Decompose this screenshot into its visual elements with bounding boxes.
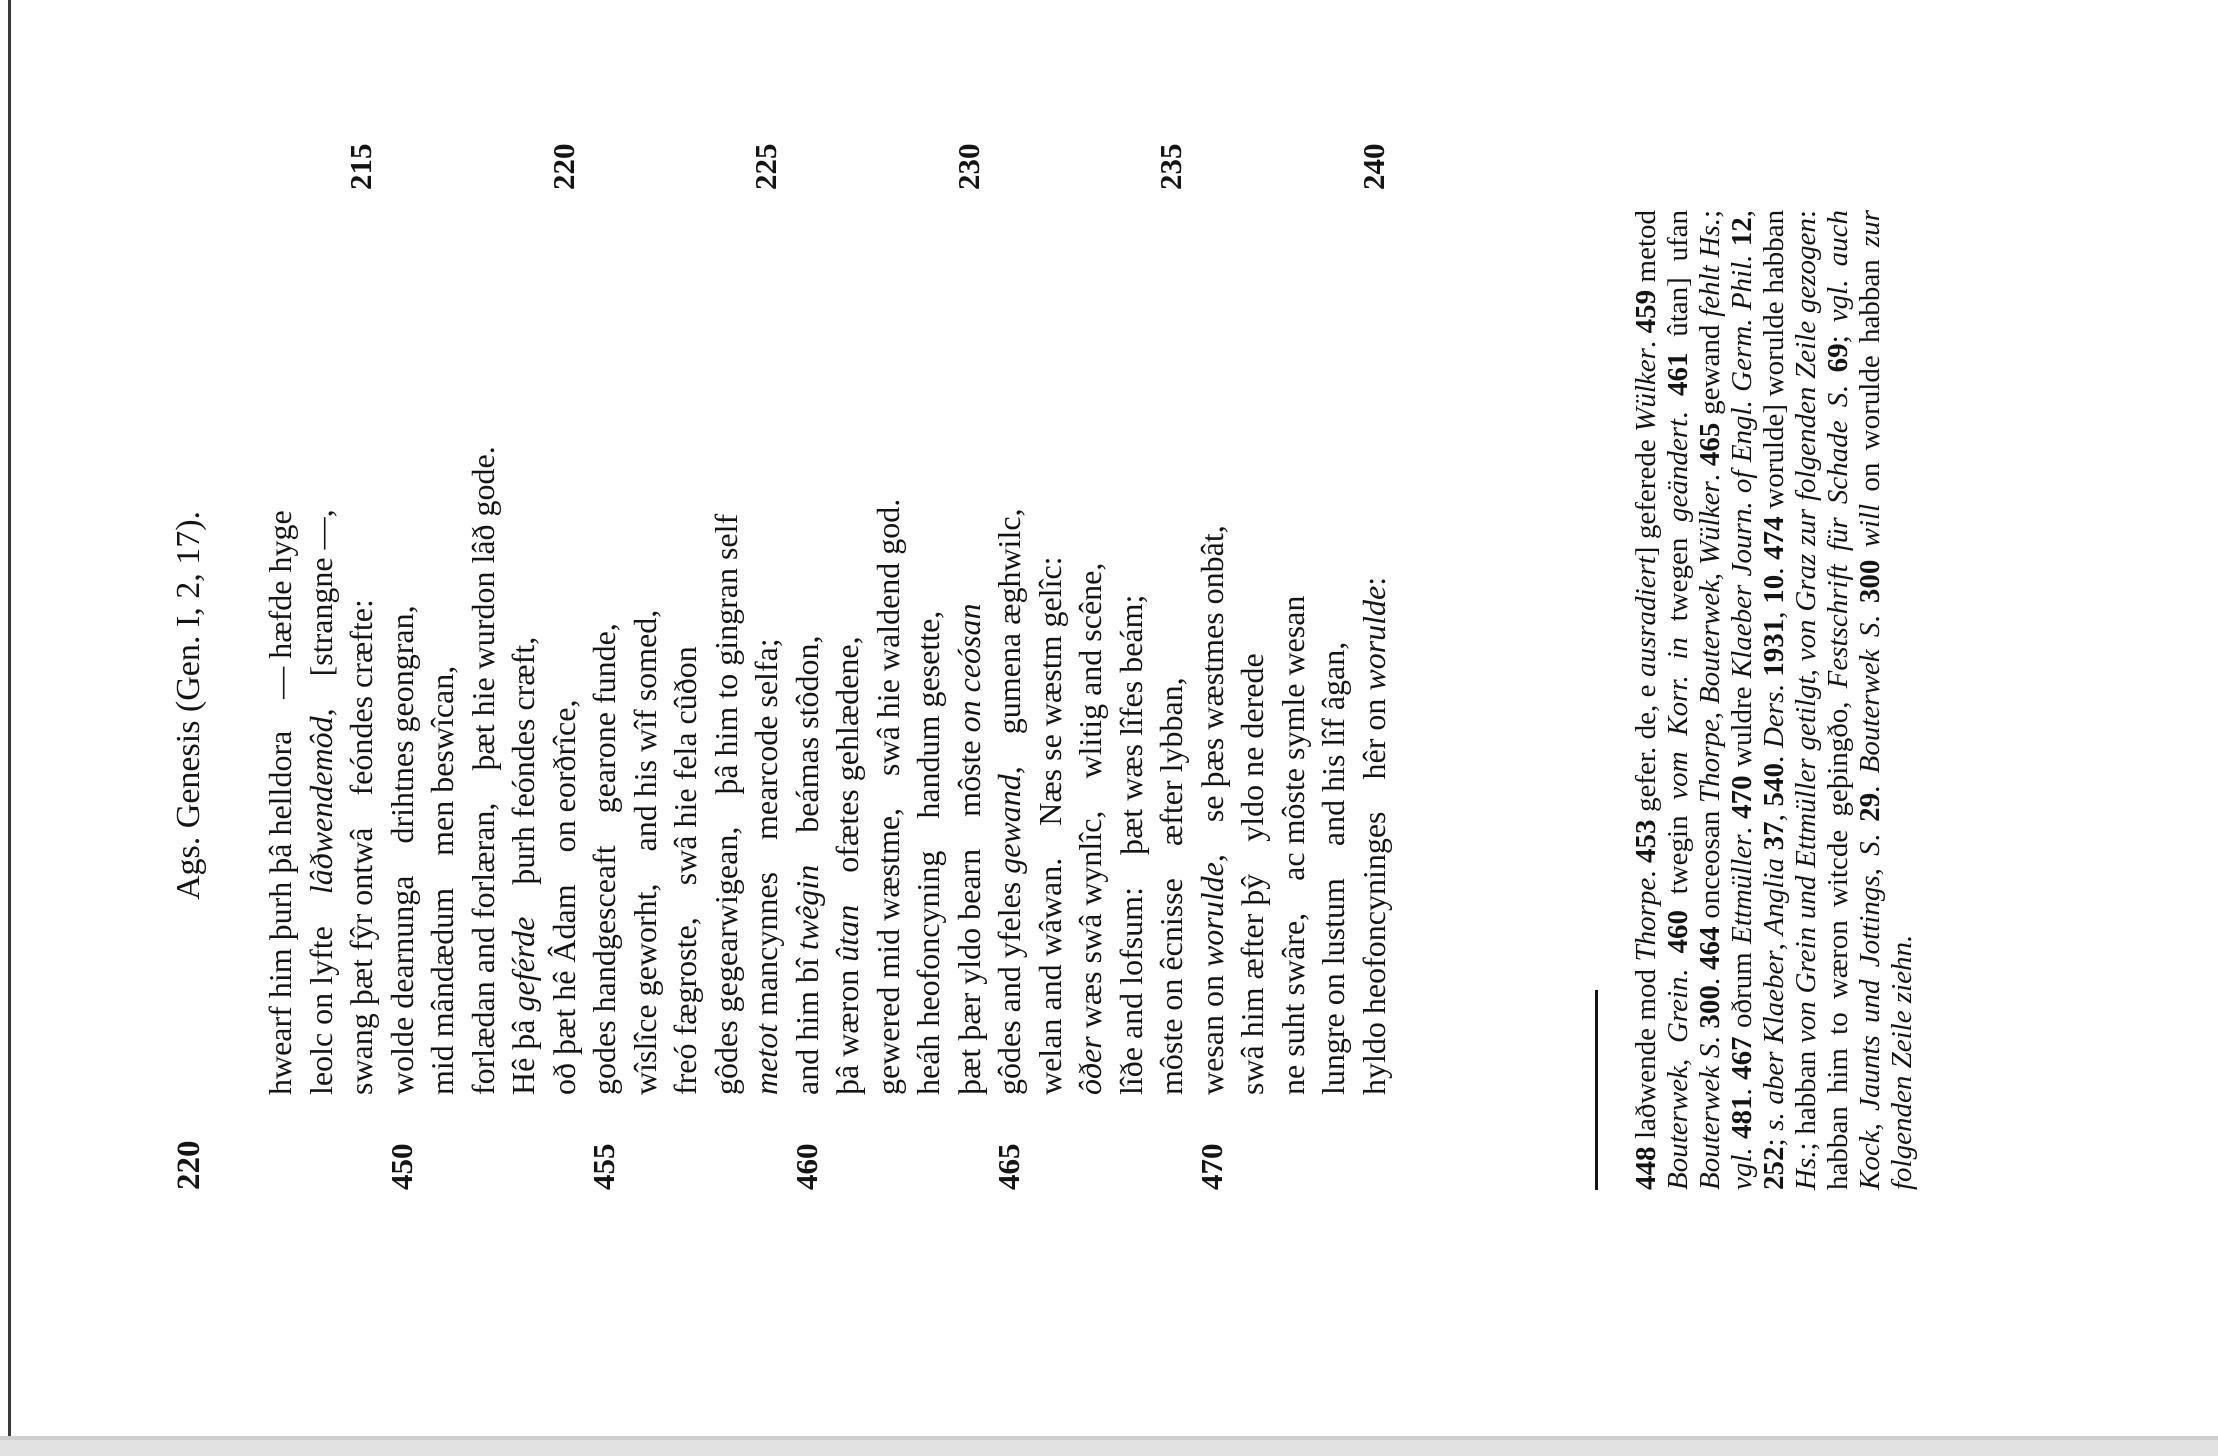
verse-text: hwearf him þurh þâ helldora — hæfde hyge [262,510,298,1095]
page-edge-left [8,0,11,1456]
verse-line [1030,160,1071,1190]
verse-text: môste on êcnisse æfter lybban, [1153,677,1189,1095]
scan-margin [0,1440,2218,1456]
line-number-left: 460 [788,1143,824,1190]
footnotes [1630,210,1918,1190]
verse-text: gôdes and yfeles gewand, gumena æghwilc, [991,508,1027,1095]
rotated-book-page [170,143,2010,1190]
verse-text: þâ wæron ûtan ofætes gehlædene, [829,636,865,1095]
verse-line [544,143,585,1190]
verse-block [260,143,1394,1190]
verse-text: lîðe and lofsum: þæt wæs lîfes beám; [1112,594,1149,1095]
line-number-left: 470 [1193,1143,1229,1190]
verse-line [1354,143,1395,1190]
verse-text: gôdes gegearwigean, þâ him to gingran self [707,513,744,1095]
verse-text: Hê þâ geférde þurh feóndes cræft, [505,636,541,1095]
verse-line [908,160,949,1190]
verse-line [706,160,747,1190]
verse-line [463,160,504,1190]
verse-line [787,160,828,1190]
verse-text: wolde dearnunga drihtnes geongran, [383,605,420,1095]
verse-text: wîslîce geworht, and his wîf somed, [626,609,663,1095]
verse-line [301,160,342,1190]
line-number-right: 215 [343,143,378,190]
verse-line [1273,160,1314,1190]
verse-line [625,160,666,1190]
verse-line [422,160,463,1190]
footnote-text: 448 laðwende mod Thorpe. 453 gefer. de, e ausradiert] geferede Wülker. 459 metod Bouterwek, Grein. 460 twegin vom Korr. in twegen geändert. 461 ûtan] ufan Bouterwek S. 300. 464 onceosan Thorpe, Bouterwek, Wülker. 465 gewand fehlt Hs.; vgl. 481. 467 oðrum Ettmüller. 470 wuldre Klaeber Journ. of Engl. Germ. Phil. 12, 252; s. aber Klaeber, Anglia 37, 540. Ders. 1931, 10. 474 worulde] worulde habban Hs.; habban von Grein und Ettmüller getilgt, von Graz zur folgenden Zeile gezogen: habban him to wæron witcde geþingðo, Festschrift für Schade S. 69; vgl. auch Kock, Jaunts und Jottings, S. 29. Bouterwek S. 300 will on worulde habban zur folgenden Zeile ziehn. [1630,209,1918,1190]
verse-text: swang þæt fŷr ontwâ feóndes cræfte: [343,599,379,1095]
verse-text: forlædan and forlæran, þæt hie wurdon lâð gode. [464,446,501,1095]
footnote-rule [1595,990,1598,1190]
verse-text: metot mancynnes mearcode selfa; [748,638,784,1095]
verse-line [1313,160,1354,1190]
verse-line [260,160,301,1190]
verse-line [382,160,423,1190]
verse-line [746,143,787,1190]
line-number-right: 240 [1355,143,1391,190]
page-number: 220 [171,1140,207,1190]
verse-text: ôðer wæs swâ wynlîc, wlitig and scêne, [1072,562,1108,1095]
verse-text: freó fægroste, swâ hie fela cûðon [667,646,703,1095]
verse-line [341,143,382,1190]
verse-line [989,160,1030,1190]
verse-line [1232,160,1273,1190]
verse-text: leolc on lyfte lâðwendemôd, [strangne —, [302,509,339,1095]
verse-line [1111,160,1152,1190]
line-number-right: 225 [748,143,783,190]
verse-text: þæt þær yldo bearn môste on ceósan [950,603,987,1095]
verse-text: gewered mid wæstme, swâ hie waldend god. [869,498,906,1095]
verse-line [827,160,868,1190]
verse-line [584,160,625,1190]
verse-line [1070,160,1111,1190]
verse-text: welan and wâwan. Næs se wæstm gelîc: [1031,556,1068,1095]
line-number-right: 235 [1153,143,1188,190]
verse-text: hyldo heofoncyninges hêr on worulde: [1355,576,1392,1095]
verse-line [503,160,544,1190]
line-number-left: 455 [586,1143,621,1190]
line-number-left: 450 [383,1143,419,1190]
verse-text: oð þæt hê Âdam on eorðrîce, [545,699,582,1095]
line-number-right: 220 [545,143,581,190]
verse-text: and him bî twêgin beámas stôdon, [788,635,825,1095]
verse-line [665,160,706,1190]
verse-text: wesan on worulde, se þæs wæstmes onbât, [1193,525,1230,1095]
running-title: Ags. Genesis (Gen. I, 2, 17). [170,510,207,900]
verse-line [868,160,909,1190]
verse-line [1192,160,1233,1190]
verse-text: mid mândædum men beswîcan, [424,665,460,1095]
line-number-left: 465 [991,1143,1026,1190]
verse-text: heáh heofoncyning handum gesette, [910,610,946,1095]
verse-text: swâ him æfter þŷ yldo ne derede [1234,653,1270,1095]
line-number-right: 230 [950,143,986,190]
verse-text: lungre on lustum and his lîf âgan, [1315,641,1351,1095]
verse-line [949,143,990,1190]
verse-text: godes handgesceaft gearone funde, [586,623,622,1095]
verse-line [1151,143,1192,1190]
verse-text: ne suht swâre, ac môste symle wesan [1274,595,1311,1095]
